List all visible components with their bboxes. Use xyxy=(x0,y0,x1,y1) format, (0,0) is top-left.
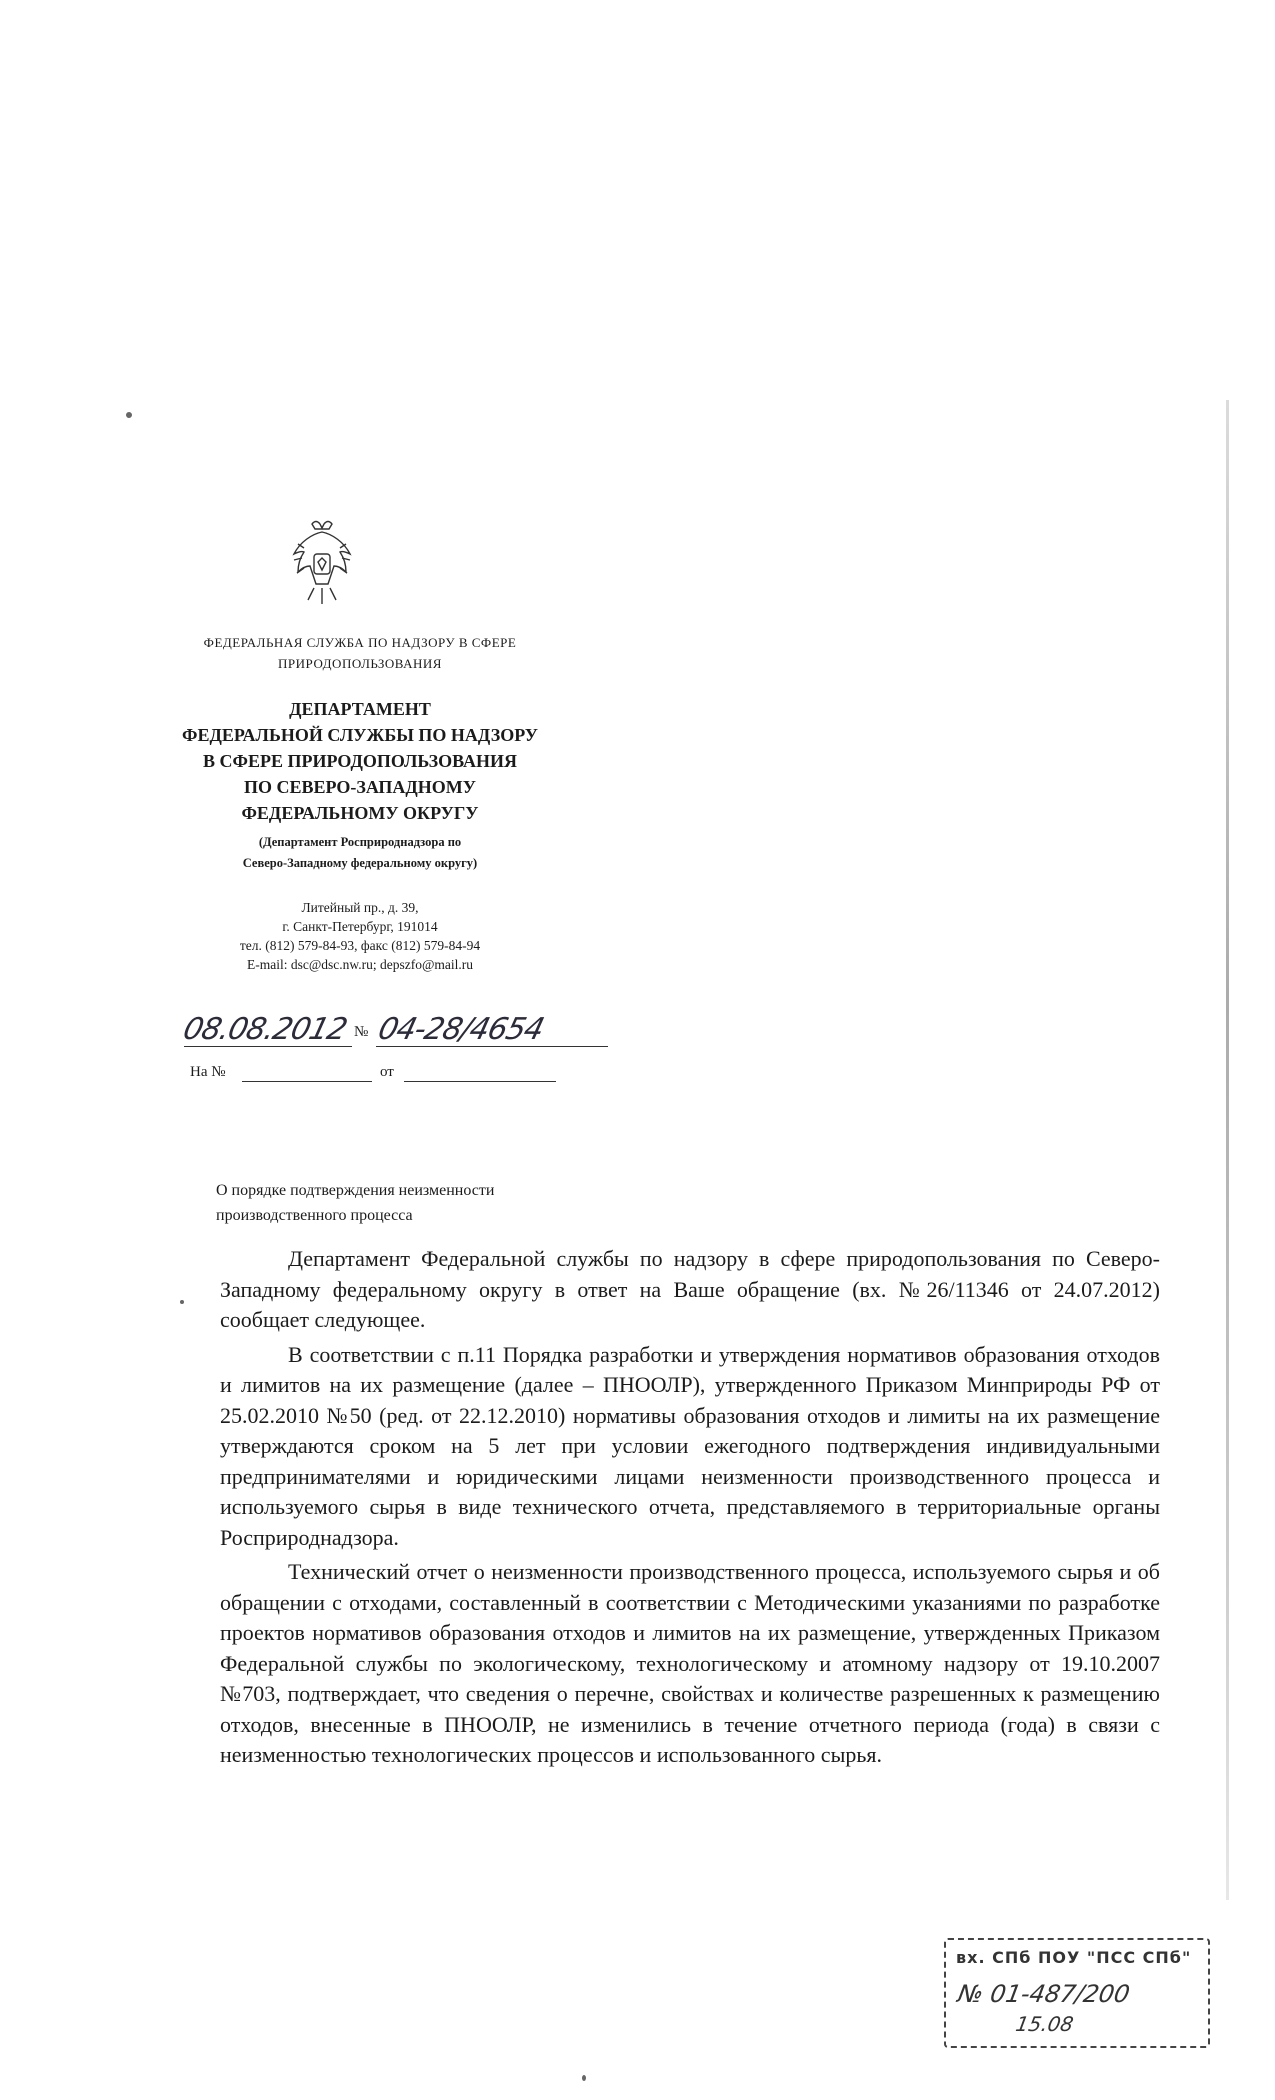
subject-line: производственного процесса xyxy=(216,1207,413,1224)
body-paragraph-3: Технический отчет о неизменности производственного процесса, используемого сырья и об обращении с отходами, составленный в соответствии с Методическими указаниями по разработке проектов нормативов образования отходов и лимитов на их размещение, утвержденных Приказом Федеральной службы по экологическому, технологическому и атомному надзору от 19.10.2007 №703, подтверждает, что сведения о перечне, свойствах и количестве разрешенных к размещению отходов, внесенные в ПНООЛР, не изменились в течение отчетного периода (года) в связи с неизменностью технологических процессов и использованного сырья. xyxy=(220,1559,1160,1767)
scan-edge-artifact xyxy=(1226,400,1229,1900)
body-paragraph-1: Департамент Федеральной службы по надзору в сфере природопользования по Северо-Западному федеральному округу в ответ на Ваше обращение (вх. №26/11346 от 24.07.2012) сообщает следующее. xyxy=(220,1246,1160,1332)
date-underline xyxy=(184,1046,352,1047)
department-line: В СФЕРЕ ПРИРОДОПОЛЬЗОВАНИЯ xyxy=(203,751,517,771)
ref-number-blank xyxy=(242,1081,372,1082)
department-line: ФЕДЕРАЛЬНОМУ ОКРУГУ xyxy=(241,803,479,823)
department-abbreviation xyxy=(150,832,570,874)
handwritten-date: 08.08.2012 xyxy=(179,1012,351,1047)
letterhead xyxy=(150,632,570,974)
number-label: № xyxy=(354,1024,369,1040)
department-abbr-line: Северо-Западному федеральному округу) xyxy=(242,856,478,870)
scan-speck xyxy=(180,1300,184,1304)
stamp-header: вх. СПб ПОУ "ПСС СПб" xyxy=(956,1948,1192,1967)
address-line: Литейный пр., д. 39, xyxy=(301,900,419,915)
number-underline xyxy=(376,1046,608,1047)
scan-speck xyxy=(582,2075,586,2081)
ref-date-label: от xyxy=(380,1064,394,1080)
letter-subject xyxy=(216,1178,494,1228)
scan-speck xyxy=(126,412,132,418)
registration-line xyxy=(179,1006,614,1050)
department-line: ПО СЕВЕРО-ЗАПАДНОМУ xyxy=(243,777,477,797)
email-line: E-mail: dsc@dsc.nw.ru; depszfo@mail.ru xyxy=(246,957,474,972)
phone-fax-line: тел. (812) 579-84-93, факс (812) 579-84-94 xyxy=(239,938,481,953)
ref-date-blank xyxy=(404,1081,556,1082)
reference-line xyxy=(190,1062,620,1086)
department-line: ФЕДЕРАЛЬНОЙ СЛУЖБЫ ПО НАДЗОРУ xyxy=(181,725,538,745)
handwritten-number: 04-28/4654 xyxy=(374,1012,548,1047)
letter-body xyxy=(220,1244,1160,1771)
contact-info xyxy=(150,898,570,974)
address-line: г. Санкт-Петербург, 191014 xyxy=(282,919,438,934)
department-name xyxy=(150,696,570,826)
russian-coat-of-arms-icon xyxy=(290,518,354,608)
ref-number-label: На № xyxy=(190,1064,226,1080)
department-line: ДЕПАРТАМЕНТ xyxy=(289,699,431,719)
department-abbr-line: (Департамент Росприроднадзора по xyxy=(258,835,462,849)
service-name-line: ФЕДЕРАЛЬНАЯ СЛУЖБА ПО НАДЗОРУ В СФЕРЕ xyxy=(203,635,517,650)
subject-line: О порядке подтверждения неизменности xyxy=(216,1182,495,1199)
stamp-number: № 01-487/200 xyxy=(955,1980,1132,2008)
incoming-registration-stamp xyxy=(944,1938,1210,2048)
body-paragraph-2: В соответствии с п.11 Порядка разработки и утверждения нормативов образования отходов и лимитов на их размещение (далее – ПНООЛР), утвержденного Приказом Минприроды РФ от 25.02.2010 №50 (ред. от 22.12.2010) нормативы образования отходов и лимиты на их размещение утверждаются сроком на 5 лет при условии ежегодного подтверждения индивидуальными предпринимателями и юридическими лицами неизменности производственного процесса и используемого сырья в виде технического отчета, представляемого в территориальные органы Росприроднадзора. xyxy=(220,1341,1160,1550)
service-name-line: ПРИРОДОПОЛЬЗОВАНИЯ xyxy=(278,656,442,671)
service-name xyxy=(150,632,570,674)
stamp-date: 15.08 xyxy=(1013,2012,1076,2036)
